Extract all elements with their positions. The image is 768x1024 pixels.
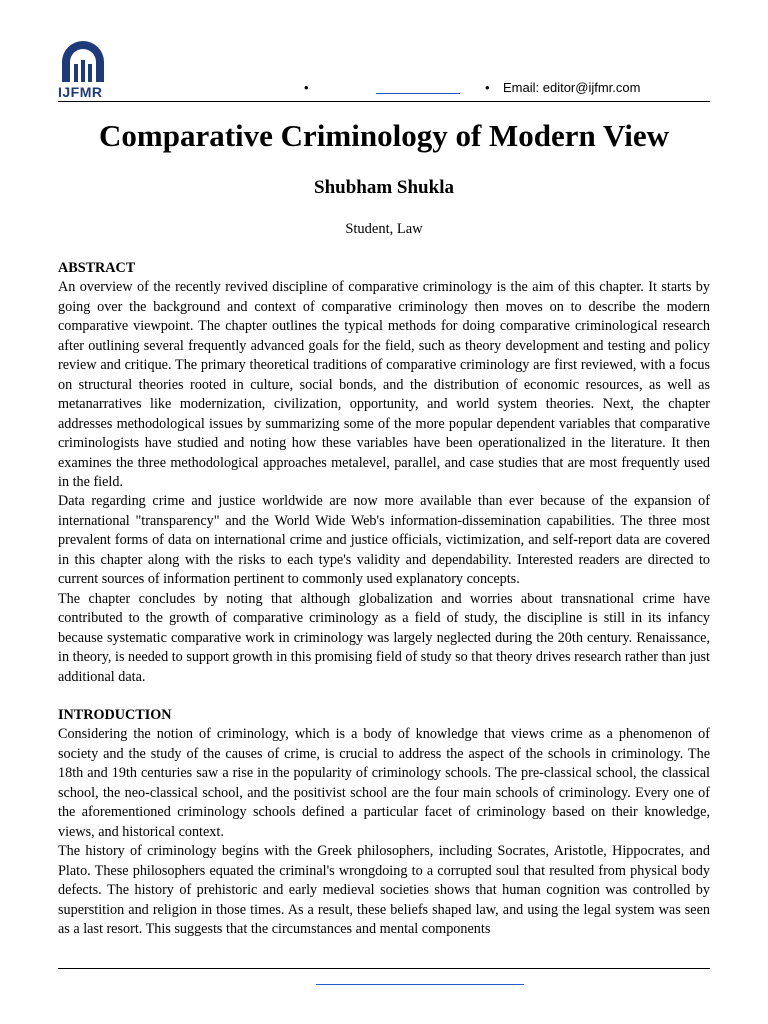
abstract-paragraph-3: The chapter concludes by noting that although globalization and worries about transnational crime have contributed to the growth of comparative criminology as a field of study, the discipline is still in its infancy because systematic comparative work in criminology was largely neglected during the 20th century. Renaissance, in theory, is needed to support growth in this promising field of study so that theory drives research rather than just additional data. (58, 590, 710, 685)
footer-link[interactable] (316, 984, 524, 985)
introduction-paragraph-2: The history of criminology begins with the Greek philosophers, including Socrates, Aristotle, Hippocrates, and Plato. These philosophers equated the criminal's wrongdoing to a corrupted soul that resulted from physical body defects. The history of prehistoric and early medieval societies shows that human cognition was controlled by superstition and religion in those times. As a result, these beliefs shaped law, and using the legal system was seen as a last resort. This suggests that the circumstances and mental components (58, 843, 710, 937)
abstract-heading: ABSTRACT (58, 260, 136, 276)
header-bullet-2: • (485, 80, 490, 95)
header-website-link[interactable] (376, 93, 460, 94)
header-rule (58, 101, 710, 102)
header-bullet-1: • (304, 80, 309, 95)
paper-title: Comparative Criminology of Modern View (99, 118, 669, 153)
introduction-heading: INTRODUCTION (58, 706, 172, 723)
logo-text: IJFMR (58, 84, 103, 100)
footer-rule (58, 968, 710, 969)
introduction-paragraph-1: Considering the notion of criminology, which is a body of knowledge that views crime as a phenomenon of society and the study of the causes of crime, is crucial to address the aspect of the schools in criminology. The 18th and 19th centuries saw a rise in the popularity of criminology schools. The pre-classical school, the classical school, the neo-classical school, and the positivist school are the four main schools of criminology. Every one of the aforementioned criminology schools defined a particular facet of criminology based on their knowledge, views, and historical context. (58, 726, 710, 840)
header-email[interactable]: Email: editor@ijfmr.com (503, 80, 641, 95)
author-affiliation: Student, Law (345, 221, 423, 237)
abstract-paragraph-2: Data regarding crime and justice worldwide are now more available than ever because of the expansion of international "transparency" and the World Wide Web's information-dissemination capabilities. The three most prevalent forms of data on international crime and justice officials, victimization, and self-report data are covered in this chapter along with the risks to each type's validity and dependability. Interested readers are directed to current sources of information pertinent to commonly used explanatory concepts. (58, 493, 710, 588)
paper-body (58, 259, 710, 939)
author-name: Shubham Shukla (314, 177, 454, 198)
abstract-paragraph-1: An overview of the recently revived discipline of comparative criminology is the aim of this chapter. It starts by going over the background and context of comparative criminology then moves on to describe the modern comparative viewpoint. The chapter outlines the typical methods for doing comparative criminological research after outlining several frequently advanced goals for the field, such as theory development and testing and policy review and critique. The primary theoretical traditions of comparative criminology are first reviewed, with a focus on structural theories rooted in culture, social bonds, and the distribution of economic resources, as well as metanarratives like modernization, civilization, opportunity, and world system theories. Next, the chapter addresses methodological issues by summarizing some of the more popular dependent variables that comparative criminologists have studied and noting how these variables have been operationalized in the literature. It then examines the three methodological approaches metalevel, parallel, and case studies that are most frequently used in the field. (58, 279, 710, 490)
